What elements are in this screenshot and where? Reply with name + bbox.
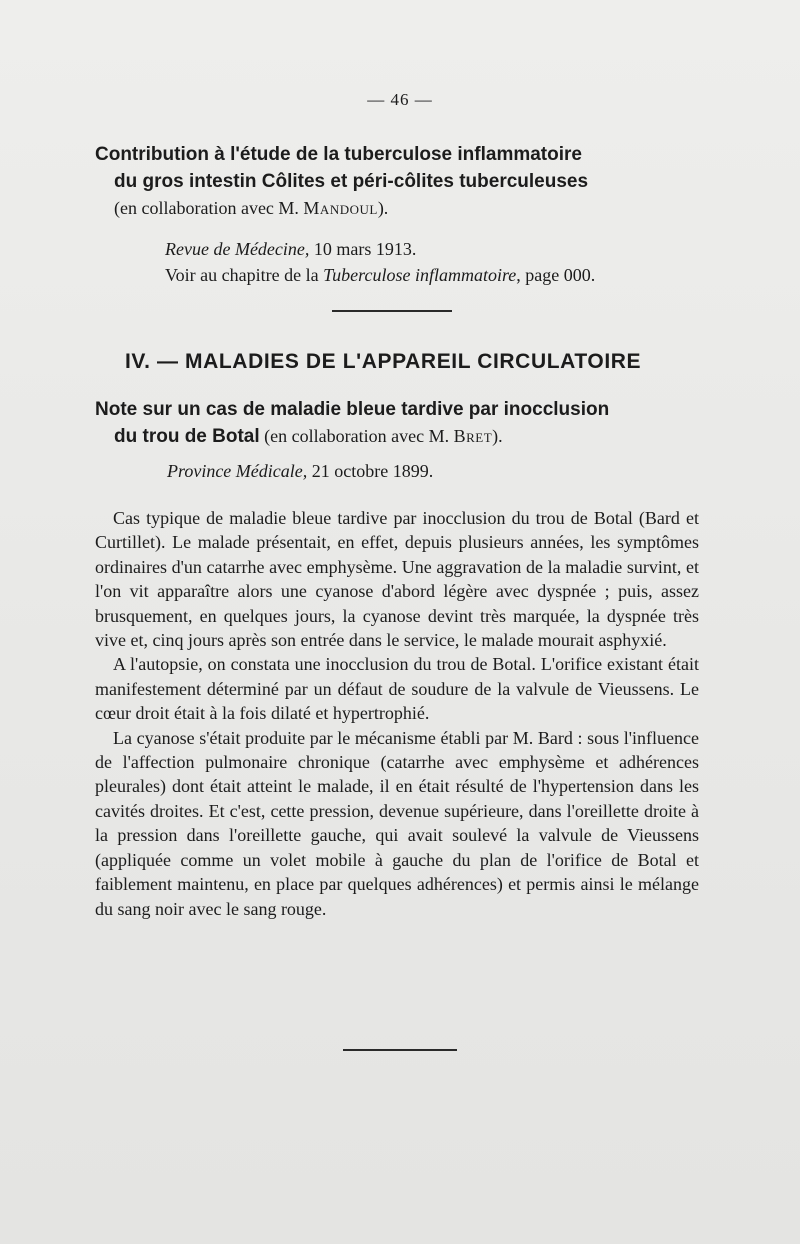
entry-title xyxy=(95,396,699,450)
page-number: — 46 — xyxy=(367,90,433,109)
end-rule xyxy=(343,1049,457,1051)
chapter-reference xyxy=(95,262,699,288)
entry-title-line2: du trou de Botal xyxy=(114,426,260,447)
entry-title-line2-wrap xyxy=(95,423,699,450)
journal-name: Province Médicale, xyxy=(167,461,308,481)
paragraph-2: A l'autopsie, on constata une inocclusion du trou de Botal. L'orifice existant était manifestement déterminé par un défaut de soudure de la valvule de Vieussens. Le cœur droit était à la fois dilaté et hypertrophié. xyxy=(95,654,699,724)
paragraph-3: La cyanose s'était produite par le mécanisme établi par M. Bard : sous l'influence de l'affection pulmonaire chronique (catarrhe avec emphysème et adhérences pleurales) dont était atteint le malade, il en était résulté de l'hypertension dans les cavités droites. Et c'est, cette pression, devenue supérieure, dans l'oreillette droite à la pression dans l'oreillette gauche, qui avait soulevé la valvule de Vieussens (appliquée comme un volet mobile à gauche du plan de l'orifice de Botal et faiblement maintenu, en place par quelques adhérences) et permis ainsi le mélange du sang noir avec le sang rouge. xyxy=(95,727,699,919)
entry-title-line2-wrap xyxy=(95,168,699,195)
journal-date: 10 mars 1913. xyxy=(309,239,417,259)
journal-name: Revue de Médecine, xyxy=(165,239,310,259)
entry-title-line2: du gros intestin Côlites et péri-côlites tuberculeuses xyxy=(114,171,589,192)
journal-reference xyxy=(95,458,699,484)
entry-collaboration xyxy=(95,195,699,222)
journal-reference xyxy=(95,236,699,262)
entry-tuberculose xyxy=(95,141,699,288)
chapter-ref-suffix: , page 000. xyxy=(516,265,596,285)
chapter-ref-prefix: Voir au chapitre de la xyxy=(165,265,324,285)
collab-prefix: (en collaboration avec M. xyxy=(259,426,454,446)
entry-maladie-bleue xyxy=(95,396,699,484)
chapter-ref-title: Tuberculose inflammatoire xyxy=(323,265,517,285)
journal-date: 21 octobre 1899. xyxy=(307,461,434,481)
entry-title-line1: Note sur un cas de maladie bleue tardive par inocclusion xyxy=(95,399,610,420)
entry-title xyxy=(95,141,699,222)
separator-rule xyxy=(332,310,452,312)
body-text xyxy=(95,506,699,921)
section-heading: IV. — MALADIES DE L'APPAREIL CIRCULATOIRE xyxy=(125,350,642,373)
collab-prefix: (en collaboration avec M. xyxy=(114,198,304,218)
entry-title-line1: Contribution à l'étude de la tuberculose inflammatoire xyxy=(95,144,582,165)
collab-suffix: ). xyxy=(377,198,389,218)
collab-suffix: ). xyxy=(492,426,503,446)
collab-name: Bret xyxy=(453,426,493,446)
collab-name: Mandoul xyxy=(303,198,378,218)
paragraph-1: Cas typique de maladie bleue tardive par inocclusion du trou de Botal (Bard et Curtillet). Le malade présentait, en effet, depuis plusieurs années, les symptômes ordinaires d'un catarrhe avec emphysème. Une aggravation de la maladie survint, et l'on vit apparaître alors une cyanose d'abord légère avec dyspnée ; puis, assez brusquement, en quelques jours, la cyanose devint très marquée, la dyspnée très vive et, cinq jours après son entrée dans le service, le malade mourait asphyxié. xyxy=(95,508,699,651)
